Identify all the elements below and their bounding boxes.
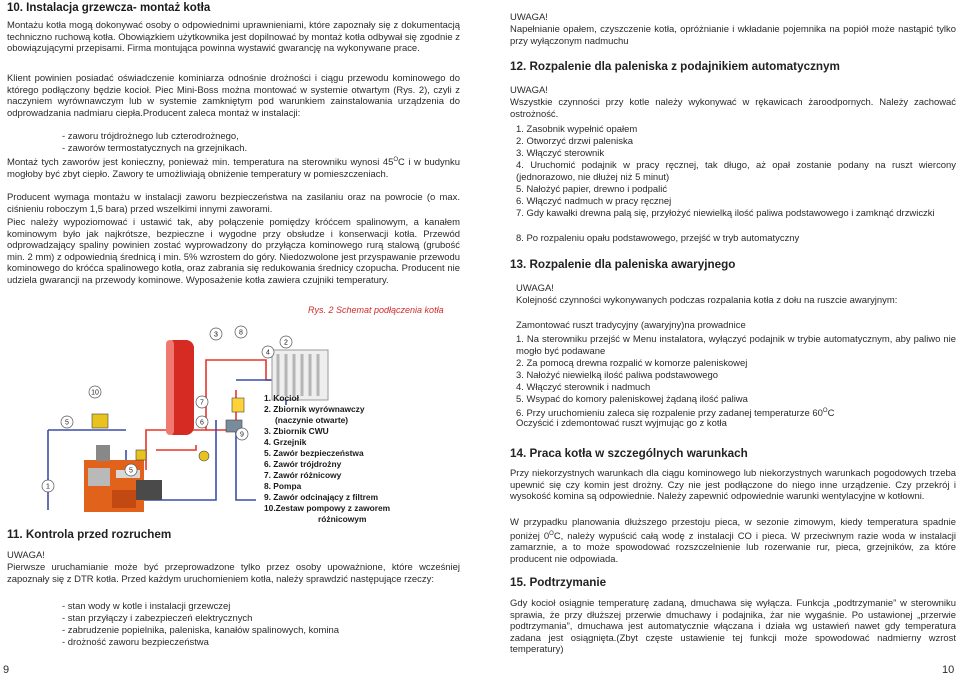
cwu-tank [166, 340, 194, 435]
diagram-label-4 [262, 346, 274, 358]
paragraph-kontrola: Pierwsze uruchamianie może być przeprowadzone tylko przez osoby upoważnione, które wcześniej zapoznały się z DTR kotła. Przed każdym uruchomieniem kotła, należy sprawdzić następujące rzeczy: [7, 562, 460, 585]
legend-item: 10.Zestaw pompowy z zaworem [264, 503, 391, 513]
warning-label: UWAGA! [510, 12, 548, 23]
diagram-label-1 [42, 480, 54, 492]
legend-item: 2. Zbiornik wyrównawczy [264, 404, 365, 414]
list-item: 4. Włączyć sterownik i nadmuch [516, 382, 651, 393]
diagram-label-8 [235, 326, 247, 338]
list-item: 2. Za pomocą drewna rozpalić w komorze paleniskowej [516, 358, 748, 369]
page-number-left: 9 [3, 664, 10, 676]
list-item: 1. Zasobnik wypełnić opałem [516, 124, 638, 135]
page-number-right: 10 [942, 664, 955, 676]
diagram-number: 2 [284, 339, 288, 347]
heating-schematic [36, 320, 416, 512]
degree-sup: O [393, 157, 399, 163]
list-item: 5. Nałożyć papier, drewno i podpalić [516, 184, 668, 195]
list-item: 8. Po rozpaleniu opału podstawowego, przejść w tryb automatyczny [516, 233, 800, 244]
paragraph-warunki: Przy niekorzystnych warunkach dla ciągu kominowego lub niekorzystnych warunkach pogodowych trzeba upewnić się czy komin jest drożny. Czy nie jest podłączone do niego inne urządzenie. Czy przekrój i wysokość komina są odpowiednie. Należy zapewnić odpowiednie warunki wentylacyjne w kotłowni. [510, 468, 956, 503]
figure-caption: Rys. 2 Schemat podłączenia kotła [308, 305, 444, 315]
section-11-heading: 11. Kontrola przed rozruchem [7, 528, 172, 541]
section-13-heading: 13. Rozpalenie dla paleniska awaryjnego [510, 258, 736, 271]
diagram-label-9 [236, 428, 248, 440]
svg-text:8: 8 [239, 329, 243, 337]
svg-text:6: 6 [200, 419, 204, 427]
warning-label: UWAGA! [516, 283, 554, 294]
svg-text:7: 7 [200, 399, 204, 407]
section-14-heading: 14. Praca kotła w szczególnych warunkach [510, 447, 748, 460]
legend-item: 1. Kocioł [264, 393, 299, 403]
svg-text:10: 10 [91, 389, 99, 397]
legend-item: 4. Grzejnik [264, 437, 307, 447]
paragraph-piec: Piec należy wypoziomować i ustawić tak, aby połączenie pomiędzy króćcem spalinowym, a kanałem kominowym było jak najkrótsze, bezpieczne i wygodne przy obsłudze i konserwacji kotła. Przewód odprowadzający spaliny powinien zostać wyprowadzony do przyłącza kominowego rurą stalową (grubość min. 2 mm) z odpowiednią średnicą i min. 5% wzrostem do góry. Niedozwolone jest przyspawanie przewodu kominowego do króćca spalinowego kotła, oraz zabrania się redukowania średnicy czopucha. Producent nie udziela gwarancji na przewody kominowe. Wyposażenie kotła zawiera czujniki temperatury. [7, 217, 460, 286]
warning-label: UWAGA! [7, 550, 45, 561]
diagram-number: 3 [214, 331, 218, 339]
list-item: 6. Włączyć nadmuch w pracy ręcznej [516, 196, 672, 207]
list-item: - stan przyłączy i zabezpieczeń elektrycznych [62, 613, 253, 624]
list-item: 7. Gdy kawałki drewna palą się, przyłożyć niewielką ilość paliwa podstawowego i zamknąć drzwiczki [516, 208, 935, 219]
diagram-label-5a [61, 416, 73, 428]
diagram-label-5b [125, 464, 137, 476]
legend-item: (naczynie otwarte) [275, 415, 349, 425]
list-item: 1. Na sterowniku przejść w Menu instalatora, wyłączyć podajnik w trybie automatycznym, aby paliwo nie mogło być podawane [516, 334, 956, 357]
list-item: 3. Włączyć sterownik [516, 148, 605, 159]
legend-item: 8. Pompa [264, 481, 302, 491]
paragraph-oczyscic: Oczyścić i zdemontować ruszt wyjmując go z kotła [516, 418, 727, 429]
svg-text:5: 5 [65, 419, 69, 427]
list-item: 4. Uruchomić podajnik w pracy ręcznej, tak długo, aż opał zostanie podany na ruszt wiercony (jednorazowo, nie dłużej niż 5 minut) [516, 160, 956, 183]
list-item: 5. Wsypać do komory paleniskowej żądaną ilość paliwa [516, 394, 748, 405]
section-15-heading: 15. Podtrzymanie [510, 576, 607, 589]
list-item: 3. Nałożyć niewielką ilość paliwa podstawowego [516, 370, 718, 381]
legend-item: 3. Zbiornik CWU [264, 426, 329, 436]
boiler [84, 445, 162, 512]
section-12-heading: 12. Rozpalenie dla paleniska z podajnikiem automatycznym [510, 60, 840, 73]
list-item: - zaworu trójdrożnego lub czterodrożnego, [62, 131, 239, 142]
paragraph-napelnianie: Napełnianie opałem, czyszczenie kotła, opróżnianie i wkładanie pojemnika na popiół może nastąpić tylko przy wyłączonym nadmuchu [510, 24, 956, 47]
diagram-label-6 [196, 416, 208, 428]
list-item: 2. Otworzyć drzwi paleniska [516, 136, 633, 147]
text-part: C i w budynku mogłoby być zbyt ciepło. Zawory te umożliwiają obniżenie temperatury w pomieszczeniach. [7, 157, 460, 180]
paragraph-podtrzymanie: Gdy kocioł osiągnie temperaturę zadaną, dmuchawa się wyłącza. Funkcja „podtrzymanie” w sterowniku sprawia, że przy dłuższej przerwie dmuchawy i podajnika, żar nie wygaśnie. Po ustawionej „przerwie podtrzymania”, dmuchawa jest automatycznie włączana i działa wg ustawień nawet gdy temperatura zadana jest osiągnięta.(Zbyt częste ustawienie tej funkcji może spowodować nadmierny wzrost temperatury) [510, 598, 956, 656]
list-item: - zabrudzenie popielnika, paleniska, kanałów spalinowych, komina [62, 625, 339, 636]
paragraph-rekawice: Wszystkie czynności przy kotle należy wykonywać w rękawicach żaroodpornych. Należy zachować ostrożność. [510, 97, 956, 120]
list-item: - stan wody w kotle i instalacji grzewczej [62, 601, 231, 612]
text-part: Montaż tych zaworów jest konieczny, ponieważ min. temperatura na sterowniku wynosi 45 [7, 157, 394, 169]
text-part: C, należy wypuścić całą wodę z instalacji CO i pieca. W przeciwnym razie woda w instalacji zamarznie, a to może spowodować rozszczelnienie lub rozerwanie rur, pieca, grzejników, za które producent nie odpowiada. [510, 530, 956, 565]
svg-text:4: 4 [266, 349, 270, 357]
paragraph-montaz: Montażu kotła mogą dokonywać osoby o odpowiednimi uprawnieniami, które zapoznały się z dokumentacją techniczno ruchową kotła. Obowiązkiem użytkownika jest dopilnować by montaż kotła odbywał się zgodnie z obowiązującymi przepisami. Firma montująca powinna wystawić gwarancję na wykonywane prace. [7, 20, 460, 55]
diagram-label-10 [89, 386, 101, 398]
svg-text:9: 9 [240, 431, 244, 439]
legend-item: różnicowym [318, 514, 367, 524]
text-part: 6. Przy uruchomieniu zaleca się rozpalenie przy zadanej temperaturze 60 [516, 408, 823, 420]
list-item: - drożność zaworu bezpieczeństwa [62, 637, 209, 648]
diagram-label-7 [196, 396, 208, 408]
degree-sup: O [549, 530, 554, 537]
warning-label: UWAGA! [510, 85, 548, 96]
legend-item: 7. Zawór różnicowy [264, 470, 342, 480]
paragraph-kolejnosc: Kolejność czynności wykonywanych podczas rozpalania kotła z dołu na ruszcie awaryjnym: [516, 295, 898, 306]
paragraph-zawory [7, 155, 460, 180]
degree-sup: O [822, 408, 828, 414]
paragraph-zawor-bezpieczenstwa: Producent wymaga montażu w instalacji zaworu bezpieczeństwa na zasilaniu oraz na powrocie (o max. ciśnieniu roboczym 1,5 bara) przed wszelkimi innymi zaworami. [7, 192, 460, 215]
paragraph-kominiarz: Klient powinien posiadać oświadczenie kominiarza odnośnie drożności i ciągu przewodu kominowego do którego podłączony będzie kocioł. Piec Mini-Boss można montować w systemie otwartym (Rys. 2), czyli z naczyniem wyrównawczym lub w systemie zamkniętym pod warunkiem zainstalowania urządzenia do odprowadzania nadmiaru ciepła.Producent zaleca montaż w instalacji: [7, 73, 460, 119]
paragraph-przestoj [510, 517, 956, 566]
paragraph-ruszt: Zamontować ruszt tradycyjny (awaryjny)na prowadnice [516, 320, 746, 331]
svg-text:1: 1 [46, 483, 50, 491]
text-part: C [827, 408, 835, 420]
legend-item: 9. Zawór odcinający z filtrem [264, 492, 379, 502]
section-10-heading: 10. Instalacja grzewcza- montaż kotła [7, 2, 211, 14]
legend-item: 6. Zawór trójdrożny [264, 459, 342, 469]
svg-text:5: 5 [129, 467, 133, 475]
text-part: W przypadku planowania dłuższego przestoju pieca, w sezonie zimowym, kiedy temperatura spadnie poniżej 0 [510, 517, 956, 542]
list-item: - zaworów termostatycznych na grzejnikach. [62, 143, 248, 154]
legend-item: 5. Zawór bezpieczeństwa [264, 448, 364, 458]
